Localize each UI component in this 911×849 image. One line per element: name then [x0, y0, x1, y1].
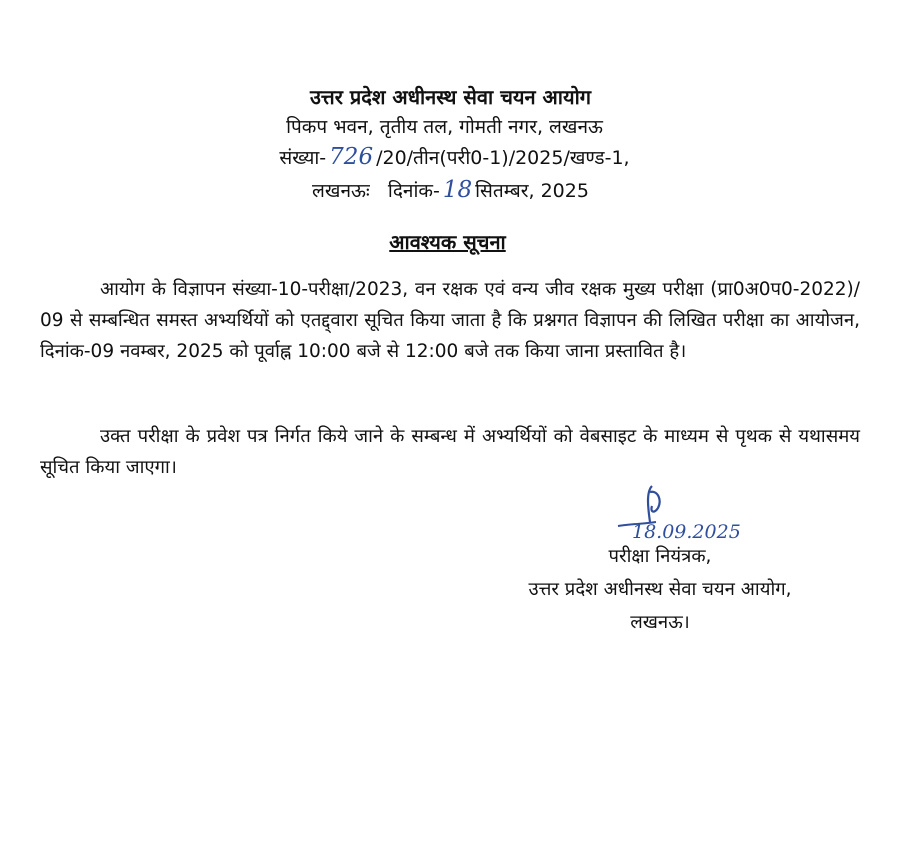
reference-number [0, 142, 911, 173]
date-prefix: दिनांक- [387, 180, 440, 202]
handwritten-reference-number: 726 [329, 144, 374, 170]
notice-paragraph-2: उक्त परीक्षा के प्रवेश पत्र निर्गत किये जाने के सम्बन्ध में अभ्यर्थियों को वेबसाइट के माध्यम से पृथक से यथासमय सूचित किया जाएगा। [40, 426, 860, 478]
handwritten-signature [600, 478, 760, 548]
place: लखनऊः [312, 180, 370, 202]
reference-suffix: /20/तीन(परी0-1)/2025/खण्ड-1, [376, 147, 630, 169]
signatory-city: लखनऊ। [630, 612, 690, 633]
signature-block [460, 540, 860, 639]
organization-address: पिकप भवन, तृतीय तल, गोमती नगर, लखनऊ [286, 116, 603, 138]
reference-prefix: संख्या- [279, 147, 327, 169]
notice-title: आवश्यक सूचना [389, 230, 506, 254]
date-suffix: सितम्बर, 2025 [475, 180, 589, 202]
organization-name: उत्तर प्रदेश अधीनस्थ सेवा चयन आयोग [309, 85, 592, 109]
letterhead [0, 82, 911, 208]
notice-paragraph-1: आयोग के विज्ञापन संख्या-10-परीक्षा/2023, वन रक्षक एवं वन्य जीव रक्षक मुख्य परीक्षा (प्रा0अ0प0-2022)/ 09 से सम्बन्धित समस्त अभ्यर्थियों को एतद्द्वारा सूचित किया जाता है कि प्रश्नगत विज्ञापन की लिखित परीक्षा का आयोजन, दिनांक-09 नवम्बर, 2025 को पूर्वाह्न 10:00 बजे से 12:00 बजे तक किया जाना प्रस्तावित है। [40, 279, 860, 362]
signatory-organization: उत्तर प्रदेश अधीनस्थ सेवा चयन आयोग, [528, 579, 792, 600]
signature-date: 18.09.2025 [632, 521, 741, 543]
handwritten-date-day: 18 [442, 177, 473, 203]
signatory-designation: परीक्षा नियंत्रक, [608, 546, 712, 567]
place-and-date [0, 173, 911, 208]
